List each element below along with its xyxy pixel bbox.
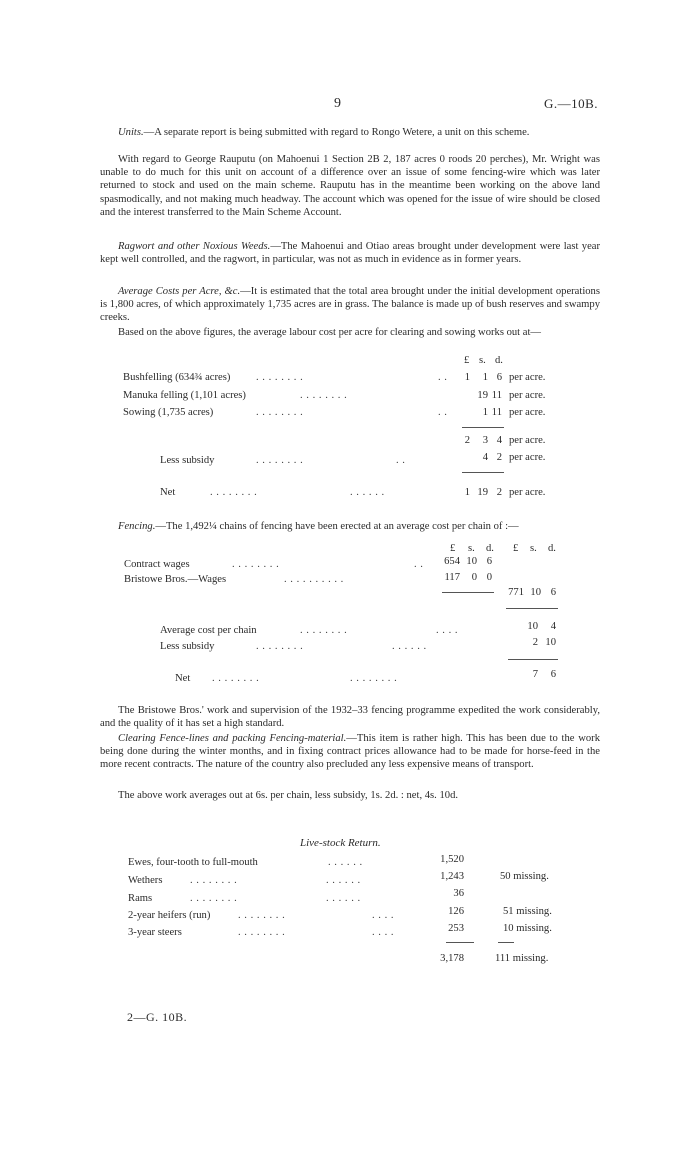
sum-rule bbox=[446, 942, 474, 943]
fencing-subsidy-label: Less subsidy bbox=[160, 641, 215, 652]
cost-net-label: Net bbox=[160, 487, 176, 498]
leader-dots: . . . . . . . . bbox=[190, 875, 238, 886]
fencing-col-pound-2: £ bbox=[513, 543, 519, 554]
cost-total-pounds: 2 bbox=[464, 435, 470, 446]
leader-dots: . . . . . . . . bbox=[212, 673, 260, 684]
leader-dots: . . . . bbox=[372, 910, 395, 921]
leader-dots: . . . . . . bbox=[326, 893, 361, 904]
leader-dots: . . . . . . . . . . bbox=[284, 574, 344, 585]
leader-dots: . . . . . . bbox=[328, 857, 363, 868]
livestock-row-count: 36 bbox=[453, 888, 464, 899]
cost-row-pence: 6 bbox=[496, 372, 502, 383]
fencing-average-label: Average cost per chain bbox=[160, 625, 257, 636]
page-number: 9 bbox=[334, 96, 341, 111]
cost-subsidy-pence: 2 bbox=[496, 452, 502, 463]
cost-row-unit: per acre. bbox=[509, 407, 546, 418]
document-reference: G.—10B. bbox=[544, 96, 599, 111]
leader-dots: . . bbox=[438, 407, 448, 418]
sum-rule bbox=[506, 608, 558, 609]
ragwort-paragraph bbox=[100, 240, 600, 266]
sum-rule bbox=[498, 942, 514, 943]
fencing-net-label: Net bbox=[175, 673, 191, 684]
averages-paragraph: The above work averages out at 6s. per chain, less subsidy, 1s. 2d. : net, 4s. 10d. bbox=[118, 790, 459, 801]
fencing-text: —The 1,492¼ chains of fencing have been erected at an average cost per chain of :— bbox=[155, 521, 519, 532]
fencing-row-label: Contract wages bbox=[124, 559, 190, 570]
fencing-row-shillings: 10 bbox=[466, 556, 477, 567]
livestock-row-count: 1,243 bbox=[440, 871, 464, 882]
livestock-row-label: 3-year steers bbox=[128, 927, 182, 938]
fencing-total-pence: 6 bbox=[550, 587, 556, 598]
cost-row-pence: 11 bbox=[491, 390, 502, 401]
leader-dots: . . . . . . . . bbox=[232, 559, 280, 570]
fencing-col-shilling-2: s. bbox=[530, 543, 537, 554]
cost-subsidy-label: Less subsidy bbox=[160, 455, 215, 466]
leader-dots: . . . . . . . . bbox=[256, 455, 304, 466]
fencing-col-pound: £ bbox=[450, 543, 456, 554]
cost-net-shillings: 19 bbox=[477, 487, 488, 498]
cost-net-pounds: 1 bbox=[464, 487, 470, 498]
bristowe-paragraph: The Bristowe Bros.' work and supervision of the 1932–33 fencing programme expedited the work considerably, and the quality of it has set a high standard. bbox=[100, 705, 600, 730]
sum-rule bbox=[462, 472, 504, 473]
units-paragraph bbox=[100, 126, 600, 139]
cost-col-pence: d. bbox=[495, 355, 503, 366]
leader-dots: . . . . . . . . bbox=[238, 910, 286, 921]
average-costs-paragraph bbox=[100, 285, 600, 325]
fencing-row-pounds: 117 bbox=[444, 572, 460, 583]
fencing-average-shillings: 10 bbox=[527, 621, 538, 632]
leader-dots: . . . . . . . . bbox=[300, 390, 348, 401]
livestock-row-note: 50 missing. bbox=[500, 871, 549, 882]
livestock-row-count: 1,520 bbox=[440, 854, 464, 865]
leader-dots: . . bbox=[396, 455, 406, 466]
cost-row-label: Manuka felling (1,101 acres) bbox=[123, 390, 246, 401]
leader-dots: . . . . bbox=[436, 625, 459, 636]
cost-row-label: Bushfelling (634¾ acres) bbox=[123, 372, 231, 383]
fencing-row-pence: 0 bbox=[486, 572, 492, 583]
cost-row-unit: per acre. bbox=[509, 372, 546, 383]
fencing-net-pence: 6 bbox=[550, 669, 556, 680]
fencing-total-pounds: 771 bbox=[508, 587, 524, 598]
footer-signature: 2—G. 10B. bbox=[127, 1010, 188, 1024]
leader-dots: . . . . . . bbox=[326, 875, 361, 886]
units-text: —A separate report is being submitted with regard to Rongo Wetere, a unit on this scheme. bbox=[143, 127, 530, 138]
cost-total-shillings: 3 bbox=[482, 435, 488, 446]
fencing-row-pence: 6 bbox=[486, 556, 492, 567]
cost-row-shillings: 19 bbox=[477, 390, 488, 401]
cost-net-unit: per acre. bbox=[509, 487, 546, 498]
cost-col-shilling: s. bbox=[479, 355, 486, 366]
fencing-average-pence: 4 bbox=[550, 621, 556, 632]
livestock-row-note: 10 missing. bbox=[503, 923, 552, 934]
livestock-row-count: 126 bbox=[448, 906, 464, 917]
rauputu-paragraph: With regard to George Rauputu (on Mahoenui 1 Section 2B 2, 187 acres 0 roods 20 perches), Mr. Wright was unable to do much for this unit on account of a difference over an issue of some fencing-wire which was later returned to stock and used on the main scheme. Rauputu has in the meantime been working on the above land spasmodically, and not making much headway. The account which was opened for the issue of wire should be closed and the interest transferred to the Main Scheme Account. bbox=[100, 154, 600, 218]
cost-row-pence: 11 bbox=[491, 407, 502, 418]
livestock-total-count: 3,178 bbox=[440, 953, 464, 964]
cost-row-label: Sowing (1,735 acres) bbox=[123, 407, 214, 418]
sum-rule bbox=[462, 427, 504, 428]
livestock-row-label: 2-year heifers (run) bbox=[128, 910, 211, 921]
clearing-paragraph bbox=[100, 732, 600, 772]
fencing-col-pence: d. bbox=[486, 543, 494, 554]
cost-subsidy-shillings: 4 bbox=[482, 452, 488, 463]
cost-row-shillings: 1 bbox=[482, 407, 488, 418]
leader-dots: . . . . . . . . bbox=[300, 625, 348, 636]
ragwort-heading: Ragwort and other Noxious Weeds. bbox=[118, 241, 271, 252]
livestock-row-label: Wethers bbox=[128, 875, 163, 886]
livestock-row-count: 253 bbox=[448, 923, 464, 934]
cost-col-pound: £ bbox=[464, 355, 470, 366]
fencing-col-pence-2: d. bbox=[548, 543, 556, 554]
fencing-row-shillings: 0 bbox=[471, 572, 477, 583]
fencing-col-shilling: s. bbox=[468, 543, 475, 554]
fencing-total-shillings: 10 bbox=[530, 587, 541, 598]
ragwort-text: —The Mahoenui and Otiao areas brought under development were last year kept well controlled, and the ragwort, in particular, was not as much in evidence as in former years. bbox=[100, 241, 601, 266]
leader-dots: . . . . bbox=[372, 927, 395, 938]
clearing-text: —This item is rather high. This has been due to the work being done during the winter months, and in fixing contract prices allowance had to be made for horse-feed in the more recent contracts. The nature of the country also precluded any less expensive means of transport. bbox=[100, 733, 600, 771]
leader-dots: . . . . . . bbox=[350, 487, 385, 498]
leader-dots: . . . . . . . . bbox=[256, 407, 304, 418]
livestock-row-label: Rams bbox=[128, 893, 153, 904]
leader-dots: . . . . . . . . bbox=[256, 641, 304, 652]
fencing-heading: Fencing. bbox=[118, 521, 156, 532]
livestock-row-label: Ewes, four-tooth to full-mouth bbox=[128, 857, 258, 868]
sum-rule bbox=[508, 659, 558, 660]
cost-row-shillings: 1 bbox=[482, 372, 488, 383]
sum-rule bbox=[442, 592, 494, 593]
leader-dots: . . bbox=[438, 372, 448, 383]
cost-net-pence: 2 bbox=[496, 487, 502, 498]
cost-row-unit: per acre. bbox=[509, 390, 546, 401]
fencing-row-pounds: 654 bbox=[444, 556, 460, 567]
clearing-heading: Clearing Fence-lines and packing Fencing-material. bbox=[118, 733, 347, 744]
cost-row-pounds: 1 bbox=[464, 372, 470, 383]
fencing-subsidy-shillings: 2 bbox=[532, 637, 538, 648]
average-costs-heading: Average Costs per Acre, &c. bbox=[118, 286, 241, 297]
fencing-subsidy-pence: 10 bbox=[545, 637, 556, 648]
average-costs-text: —It is estimated that the total area brought under the initial development operations is 1,800 acres, of which approximately 1,735 acres are in grass. The balance is made up of bush reserves and swampy creeks. bbox=[100, 286, 600, 324]
fencing-paragraph bbox=[100, 520, 600, 533]
leader-dots: . . . . . . . . bbox=[350, 673, 398, 684]
cost-total-pence: 4 bbox=[496, 435, 502, 446]
cost-subsidy-unit: per acre. bbox=[509, 452, 546, 463]
based-on-figures-paragraph: Based on the above figures, the average labour cost per acre for clearing and sowing works out at— bbox=[118, 327, 542, 338]
fencing-row-label: Bristowe Bros.—Wages bbox=[124, 574, 227, 585]
leader-dots: . . bbox=[414, 559, 424, 570]
leader-dots: . . . . . . . . bbox=[190, 893, 238, 904]
leader-dots: . . . . . . bbox=[392, 641, 427, 652]
livestock-row-note: 51 missing. bbox=[503, 906, 552, 917]
livestock-total-note: 111 missing. bbox=[495, 953, 549, 964]
units-heading: Units. bbox=[118, 127, 144, 138]
leader-dots: . . . . . . . . bbox=[256, 372, 304, 383]
fencing-net-shillings: 7 bbox=[532, 669, 538, 680]
leader-dots: . . . . . . . . bbox=[238, 927, 286, 938]
cost-total-unit: per acre. bbox=[509, 435, 546, 446]
leader-dots: . . . . . . . . bbox=[210, 487, 258, 498]
livestock-title: Live-stock Return. bbox=[300, 837, 381, 849]
